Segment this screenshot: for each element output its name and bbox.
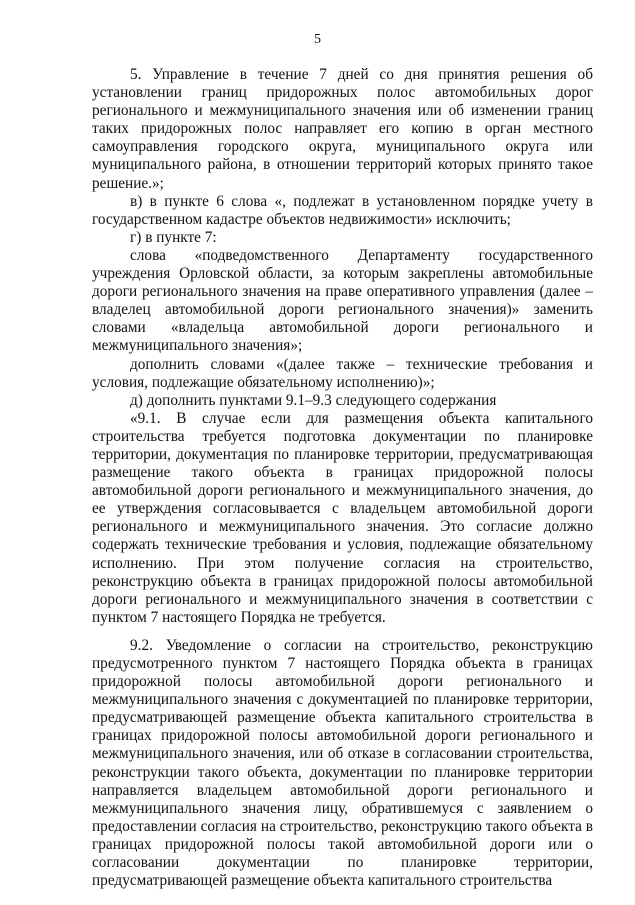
paragraph-item-d: д) дополнить пунктами 9.1–9.3 следующего содержания (130, 391, 497, 409)
paragraph-item-v: в) в пункте 6 слова «, подлежат в установленном порядке учету в государственном кадастре объектов недвижимости» исключить; (92, 192, 593, 228)
paragraph-replace-words: слова «подведомственного Департаменту государственного учреждения Орловской области, за которым закреплены автомобильные дороги регионального значения на праве оперативного управления (далее – владелец автомобильной дороги регионального значения)» заменить словами «владельца автомобильной дороги регионального и межмуниципального значения»; (92, 246, 593, 355)
page-number: 5 (314, 32, 321, 47)
paragraph-clause-5: 5. Управление в течение 7 дней со дня принятия решения об установлении границ придорожных полос автомобильных дорог регионального и межмуниципального значения или об изменении границ таких придорожных полос направляет его копию в орган местного самоуправления городского округа, муниципального округа или муниципального района, в отношении территорий которых принято такое решение.»; (92, 66, 593, 192)
paragraph-add-words: дополнить словами «(далее также – технические требования и условия, подлежащие обязательному исполнению)»; (92, 355, 593, 391)
paragraph-item-g: г) в пункте 7: (130, 228, 217, 246)
paragraph-clause-9-2: 9.2. Уведомление о согласии на строительство, реконструкцию предусмотренного пунктом 7 настоящего Порядка объекта в границах придорожной полосы автомобильной дороги регионального и межмуниципального значения с документацией по планировке территории, предусматривающей размещение объекта капитального строительства в границах придорожной полосы автомобильной дороги регионального и межмуниципального значения, или об отказе в согласовании строительства, реконструкции такого объекта, документации по планировке территории направляется владельцем автомобильной дороги регионального и межмуниципального значения лицу, обратившемуся с заявлением о предоставлении согласия на строительство, реконструкцию такого объекта в границах придорожной полосы такой автомобильной дороги или о согласовании документации по планировке территории, предусматривающей размещение объекта капитального строительства (92, 636, 593, 890)
paragraph-clause-9-1: «9.1. В случае если для размещения объекта капитального строительства требуется подготовка документации по планировке территории, документация по планировке территории, предусматривающая размещение такого объекта в границах придорожной полосы автомобильной дороги регионального и межмуниципального значения, до ее утверждения согласовывается с владельцем автомобильной дороги регионального и межмуниципального значения. Это согласие должно содержать технические требования и условия, подлежащие обязательному исполнению. При этом получение согласия на строительство, реконструкцию объекта в границах придорожной полосы автомобильной дороги регионального и межмуниципального значения в соответствии с пунктом 7 настоящего Порядка не требуется. (92, 409, 593, 626)
document-body (92, 66, 593, 890)
